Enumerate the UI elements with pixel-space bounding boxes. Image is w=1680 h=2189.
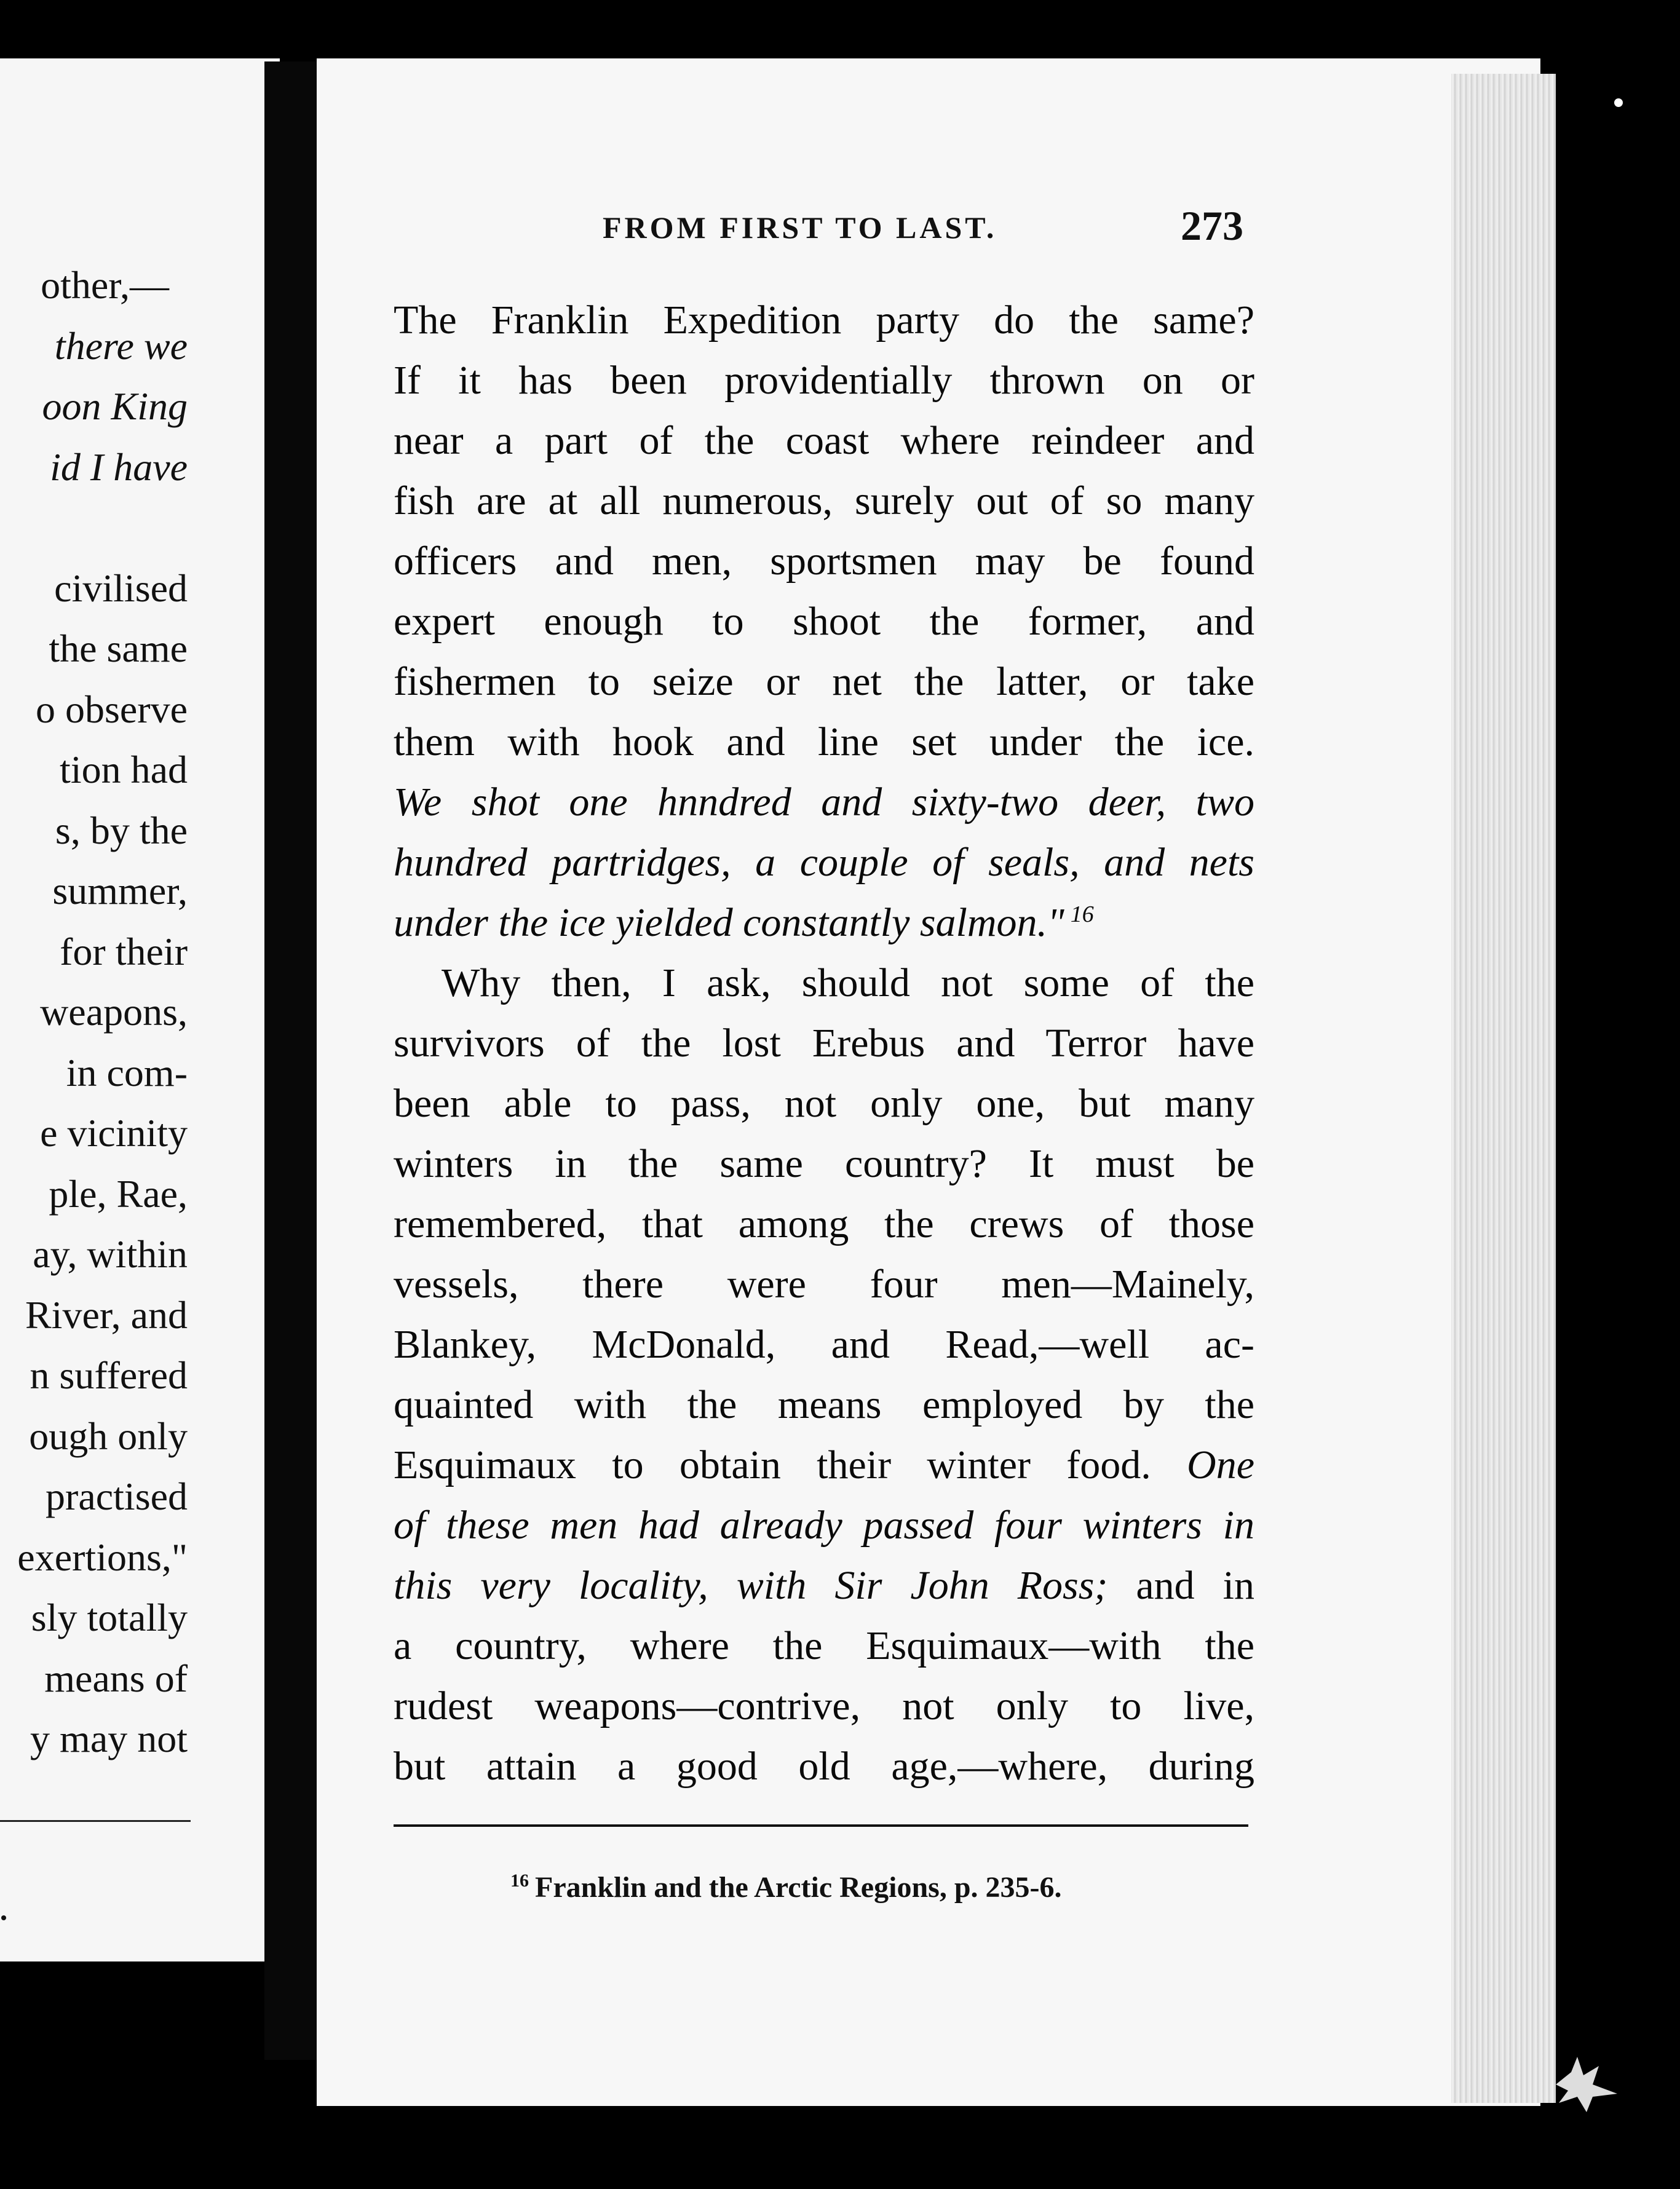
left-page-line: for their (60, 929, 188, 973)
left-page (0, 58, 280, 1961)
body-line: If it has been providentially thrown on or (394, 358, 1254, 403)
left-page-line: in com- (66, 1050, 188, 1094)
body-line: survivors of the lost Erebus and Terror have (394, 1021, 1254, 1066)
body-line: of these men had already passed four winters in (394, 1503, 1254, 1548)
body-line: near a part of the coast where reindeer and (394, 418, 1254, 463)
running-head: FROM FIRST TO LAST. (603, 210, 997, 245)
left-page-line: there we (54, 323, 188, 368)
dust-speck (1614, 98, 1623, 107)
body-line: them with hook and line set under the ice. (394, 719, 1254, 764)
body-line: remembered, that among the crews of those (394, 1201, 1254, 1246)
body-line: Why then, I ask, should not some of the (442, 960, 1254, 1005)
footnote-text: Franklin and the Arctic Regions, p. 235-6. (535, 1871, 1062, 1904)
left-page-line: n suffered (30, 1353, 188, 1397)
left-page-line: means of (44, 1656, 188, 1700)
body-line: this very locality, with Sir John Ross; and in (394, 1563, 1254, 1608)
body-line: under the ice yielded constantly salmon." $^{16}$ (394, 900, 1094, 945)
left-page-line: y may not (30, 1717, 188, 1760)
left-page-line: ough only (29, 1414, 188, 1458)
body-line: winters in the same country? It must be (394, 1141, 1254, 1186)
body-line: Esquimaux to obtain their winter food. One (394, 1443, 1254, 1487)
left-page-line: exertions," (17, 1535, 188, 1579)
body-line: The Franklin Expedition party do the same? (394, 298, 1254, 342)
left-page-line: weapons, (40, 990, 188, 1034)
body-line: fishermen to seize or net the latter, or take (394, 659, 1254, 704)
body-line: expert enough to shoot the former, and (394, 599, 1254, 644)
body-line: rudest weapons—contrive, not only to live, (394, 1684, 1254, 1728)
body-line: vessels, there were four men—Mainely, (394, 1262, 1254, 1307)
left-page-line: id I have (50, 445, 188, 489)
left-page-mark (1, 1915, 6, 1920)
body-line: fish are at all numerous, surely out of so many (394, 478, 1254, 523)
body-line: We shot one hnndred and sixty-two deer, two (394, 780, 1254, 825)
body-line: Blankey, McDonald, and Read,—well ac- (394, 1322, 1254, 1367)
left-page-line: civilised (54, 566, 188, 610)
left-page-line: River, and (25, 1292, 188, 1337)
left-page-line: o observe (35, 687, 188, 731)
left-page-line: other,— (41, 263, 169, 307)
left-page-line: ple, Rae, (49, 1171, 188, 1216)
left-footnote-rule (0, 1820, 191, 1822)
footnote-rule (394, 1824, 1248, 1827)
left-page-line: tion had (60, 748, 188, 791)
footnote (510, 1866, 1062, 1909)
left-page-line: summer, (52, 869, 188, 912)
body-line: hundred partridges, a couple of seals, and nets (394, 840, 1254, 885)
left-page-line: practised (46, 1475, 188, 1518)
left-page-line: s, by the (55, 808, 188, 852)
left-page-line: oon King (42, 384, 188, 428)
left-page-line: sly totally (31, 1596, 188, 1639)
footnote-reference: 16 (1070, 901, 1094, 927)
left-page-line: e vicinity (40, 1111, 188, 1155)
page-edges (1451, 74, 1556, 2103)
body-line: officers and men, sportsmen may be found (394, 539, 1254, 584)
body-line: but attain a good old age,—where, during (394, 1744, 1254, 1789)
footnote-number: 16 (510, 1870, 529, 1891)
left-page-line: the same (49, 627, 188, 670)
body-line: a country, where the Esquimaux—with the (394, 1623, 1254, 1668)
book-gutter (264, 61, 317, 2060)
library-stamp-mark (1550, 2048, 1623, 2115)
left-page-line: ay, within (33, 1232, 188, 1276)
page-number: 273 (1181, 202, 1243, 249)
body-line: quainted with the means employed by the (394, 1382, 1254, 1427)
body-line: been able to pass, not only one, but many (394, 1081, 1254, 1126)
